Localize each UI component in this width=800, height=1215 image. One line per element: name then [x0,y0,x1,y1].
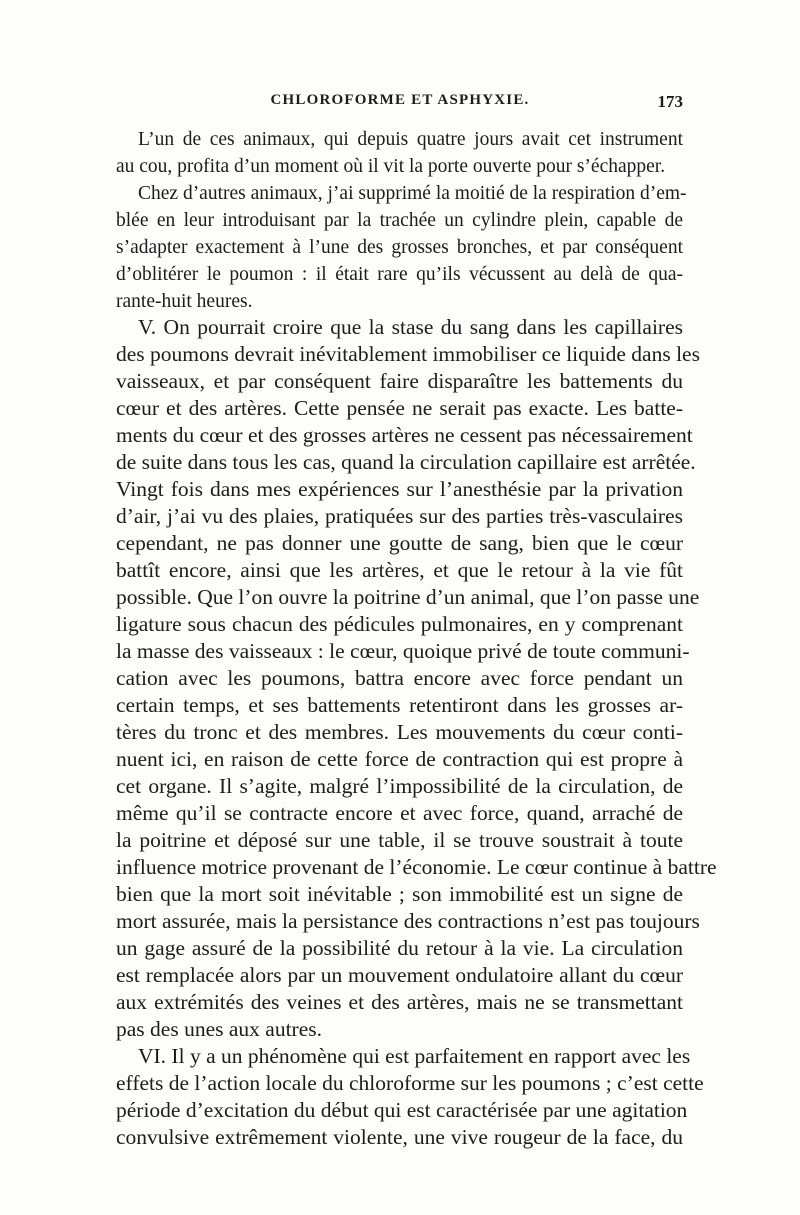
running-title: CHLOROFORME ET ASPHYXIE. [270,92,530,108]
text-line: blée en leur introduisant par la trachée un cylindre plein, capable de [116,210,683,231]
text-line: V. On pourrait croire que la stase du sang dans les capillaires [138,315,683,339]
text-line: au cou, profita d’un moment où il vit la porte ouverte pour s’échapper. [116,156,666,177]
text-line: la poitrine et déposé sur une table, il se trouve soustrait à toute [116,828,683,852]
page-number: 173 [657,92,683,111]
text-line: s’adapter exactement à l’une des grosses bronches, et par conséquent [116,237,683,258]
text-line: même qu’il se contracte encore et avec force, quand, arraché de [116,801,683,825]
text-line: convulsive extrêmement violente, une vive rougeur de la face, du [116,1125,683,1149]
text-line: un gage assuré de la possibilité du retour à la vie. La circulation [116,936,683,960]
text-line: cependant, ne pas donner une goutte de sang, bien que le cœur [116,531,683,555]
text-line: période d’excitation du début qui est caractérisée par une agitation [116,1098,688,1122]
text-line: est remplacée alors par un mouvement ondulatoire allant du cœur [116,963,683,987]
text-line: mort assurée, mais la persistance des contractions n’est pas toujours [116,909,700,933]
text-line: ments du cœur et des grosses artères ne cessent pas nécessairement [116,423,693,447]
text-line: d’oblitérer le poumon : il était rare qu’ils vécussent au delà de qua- [116,264,683,285]
running-head [117,92,683,118]
text-line: nuent ici, en raison de cette force de contraction qui est propre à [116,747,683,771]
text-line: L’un de ces animaux, qui depuis quatre jours avait cet instrument [138,129,683,150]
text-line: des poumons devrait inévitablement immobiliser ce liquide dans les [116,342,700,366]
text-line: vaisseaux, et par conséquent faire disparaître les battements du [116,369,683,393]
text-line: VI. Il y a un phénomène qui est parfaitement en rapport avec les [138,1044,691,1068]
text-line: tères du tronc et des membres. Les mouvements du cœur conti- [116,720,683,744]
text-line: possible. Que l’on ouvre la poitrine d’un animal, que l’on passe une [116,585,700,609]
text-line: ligature sous chacun des pédicules pulmonaires, en y comprenant [116,612,683,636]
text-line: rante-huit heures. [116,291,253,312]
text-line: bien que la mort soit inévitable ; son immobilité est un signe de [116,882,683,906]
text-line: battît encore, ainsi que les artères, et que le retour à la vie fût [116,558,683,582]
text-line: Chez d’autres animaux, j’ai supprimé la moitié de la respiration d’em- [138,183,687,204]
text-line: cœur et des artères. Cette pensée ne serait pas exacte. Les batte- [116,396,683,420]
text-line: aux extrémités des veines et des artères, mais ne se transmettant [116,990,683,1014]
text-line: cet organe. Il s’agite, malgré l’impossibilité de la circulation, de [116,774,683,798]
text-line: pas des unes aux autres. [116,1017,322,1041]
text-line: d’air, j’ai vu des plaies, pratiquées sur des parties très-vasculaires [116,504,683,528]
text-line: de suite dans tous les cas, quand la circulation capillaire est arrêtée. [116,450,696,474]
text-line: influence motrice provenant de l’économie. Le cœur continue à battre [116,855,717,879]
text-line: la masse des vaisseaux : le cœur, quoique privé de toute communi- [116,639,690,663]
text-line: certain temps, et ses battements retentiront dans les grosses ar- [116,693,683,717]
text-line: cation avec les poumons, battra encore avec force pendant un [116,666,683,690]
text-line: Vingt fois dans mes expériences sur l’anesthésie par la privation [116,477,683,501]
text-line: effets de l’action locale du chloroforme sur les poumons ; c’est cette [116,1071,704,1095]
